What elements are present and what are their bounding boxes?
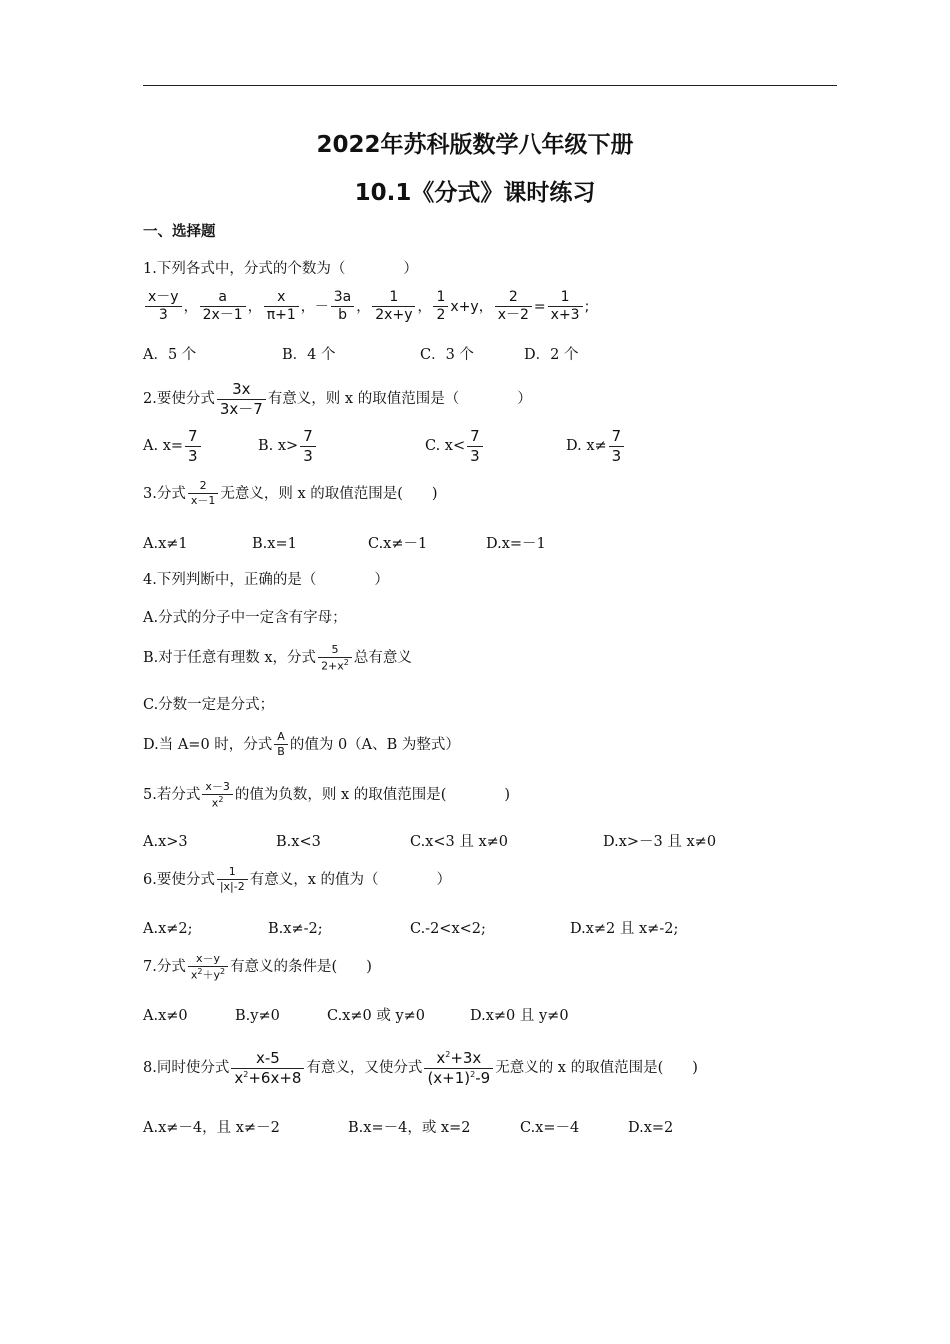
q6-option-a[interactable]: A.x≠2; — [143, 921, 193, 937]
q3-option-d[interactable]: D.x=－1 — [486, 536, 546, 552]
q4-stem: 4.下列判断中，正确的是（ ） — [143, 572, 389, 588]
q1-option-a[interactable]: A．5 个 — [143, 347, 197, 363]
q8-fraction-2: $\frac{x^2+3x}{(x+1)^2-9}$ — [424, 1050, 493, 1086]
q2-option-b[interactable]: B. x> $\frac{7}{3}$ — [258, 428, 318, 464]
q3-stem: 3.分式 $\frac{2}{x-1}$ 无意义，则 x 的取值范围是( ) — [143, 479, 438, 508]
q1-option-d[interactable]: D．2 个 — [524, 347, 579, 363]
q8-fraction-1: $\frac{x-5}{x^2+6x+8}$ — [231, 1050, 304, 1086]
q1-expressions: $\frac{x-y}{3}$ ， $\frac{a}{2x-1}$ ， $\frac{x}{\pi+1}$ ， － $\frac{3a}{b}$ ， $\frac{1}{2x+y}$ ， $\frac{1}{2}$ x+y ， $\frac{2}{x-2}$ = $\frac{1}{x+3}$ ; — [143, 290, 589, 324]
q2-fraction: $\frac{3x}{3x-7}$ — [217, 381, 266, 417]
q7-stem: 7.分式 $\frac{x-y}{x^2+y^2}$ 有意义的条件是( ) — [143, 952, 372, 982]
q7-fraction: $\frac{x-y}{x^2+y^2}$ — [188, 953, 228, 982]
q7-option-a[interactable]: A.x≠0 — [143, 1008, 188, 1024]
q5-option-d[interactable]: D.x>－3 且 x≠0 — [603, 834, 717, 850]
q5-option-a[interactable]: A.x>3 — [143, 834, 188, 850]
q6-option-c[interactable]: C.-2<x<2; — [410, 921, 486, 937]
q7-option-b[interactable]: B.y≠0 — [235, 1008, 280, 1024]
q4-option-b[interactable]: B.对于任意有理数 x，分式 $\frac{5}{2+x^2}$ 总有意义 — [143, 643, 412, 673]
q1-option-b[interactable]: B．4 个 — [282, 347, 336, 363]
q1-frac-6: $\frac{1}{2}$ — [433, 290, 448, 324]
q3-option-b[interactable]: B.x=1 — [252, 536, 297, 552]
q4-option-a[interactable]: A.分式的分子中一定含有字母； — [143, 610, 347, 626]
q3-option-a[interactable]: A.x≠1 — [143, 536, 188, 552]
q7-option-c[interactable]: C.x≠0 或 y≠0 — [327, 1008, 426, 1024]
q2-stem: 2.要使分式 $\frac{3x}{3x-7}$ 有意义，则 x 的取值范围是（ ） — [143, 380, 532, 418]
q3-option-c[interactable]: C.x≠－1 — [368, 536, 428, 552]
q4-option-d[interactable]: D.当 A=0 时，分式 $\frac{A}{B}$ 的值为 0（A、B 为整式） — [143, 730, 460, 759]
q1-frac-7: $\frac{2}{x-2}$ — [495, 290, 532, 324]
q6-stem: 6.要使分式 $\frac{1}{|x|-2}$ 有意义，x 的值为（ ） — [143, 865, 452, 894]
q2-option-a[interactable]: A. x= $\frac{7}{3}$ — [143, 428, 203, 464]
q8-stem: 8.同时使分式 $\frac{x-5}{x^2+6x+8}$ 有意义，又使分式 $\frac{x^2+3x}{(x+1)^2-9}$ 无意义的 x 的取值范围是( ) — [143, 1049, 698, 1087]
q1-stem: 1.下列各式中，分式的个数为（ ） — [143, 261, 418, 277]
page-subtitle: 10.1《分式》课时练习 — [354, 180, 596, 206]
q1-frac-4: $\frac{3a}{b}$ — [331, 290, 355, 324]
q6-fraction: $\frac{1}{|x|-2}$ — [217, 866, 248, 893]
q8-option-b[interactable]: B.x=－4，或 x=2 — [348, 1120, 471, 1136]
q8-option-a[interactable]: A.x≠－4，且 x≠－2 — [143, 1120, 280, 1136]
q1-frac-8: $\frac{1}{x+3}$ — [548, 290, 583, 324]
q7-option-d[interactable]: D.x≠0 且 y≠0 — [470, 1008, 569, 1024]
q2-option-d[interactable]: D. x≠ $\frac{7}{3}$ — [566, 428, 626, 464]
q1-frac-3: $\frac{x}{\pi+1}$ — [264, 290, 299, 324]
q4-b-fraction: $\frac{5}{2+x^2}$ — [318, 644, 352, 673]
q5-option-b[interactable]: B.x<3 — [276, 834, 321, 850]
page-title: 2022年苏科版数学八年级下册 — [316, 132, 634, 158]
q5-stem: 5.若分式 $\frac{x-3}{x^2}$ 的值为负数，则 x 的取值范围是( ) — [143, 780, 511, 810]
q5-option-c[interactable]: C.x<3 且 x≠0 — [410, 834, 509, 850]
q6-option-d[interactable]: D.x≠2 且 x≠-2; — [570, 921, 679, 937]
q5-fraction: $\frac{x-3}{x^2}$ — [202, 781, 233, 810]
q3-fraction: $\frac{2}{x-1}$ — [188, 480, 219, 507]
section-heading: 一、选择题 — [143, 224, 216, 240]
q8-option-d[interactable]: D.x=2 — [628, 1120, 674, 1136]
q2-option-c[interactable]: C. x< $\frac{7}{3}$ — [425, 428, 485, 464]
q8-option-c[interactable]: C.x=－4 — [520, 1120, 580, 1136]
q4-d-fraction: $\frac{A}{B}$ — [274, 731, 288, 758]
header-rule — [143, 85, 837, 86]
q1-frac-5: $\frac{1}{2x+y}$ — [372, 290, 415, 324]
q1-frac-1: $\frac{x-y}{3}$ — [145, 290, 182, 324]
q4-option-c[interactable]: C.分数一定是分式； — [143, 697, 275, 713]
q6-option-b[interactable]: B.x≠-2; — [268, 921, 323, 937]
q1-option-c[interactable]: C．3 个 — [420, 347, 474, 363]
q1-frac-2: $\frac{a}{2x-1}$ — [200, 290, 246, 324]
